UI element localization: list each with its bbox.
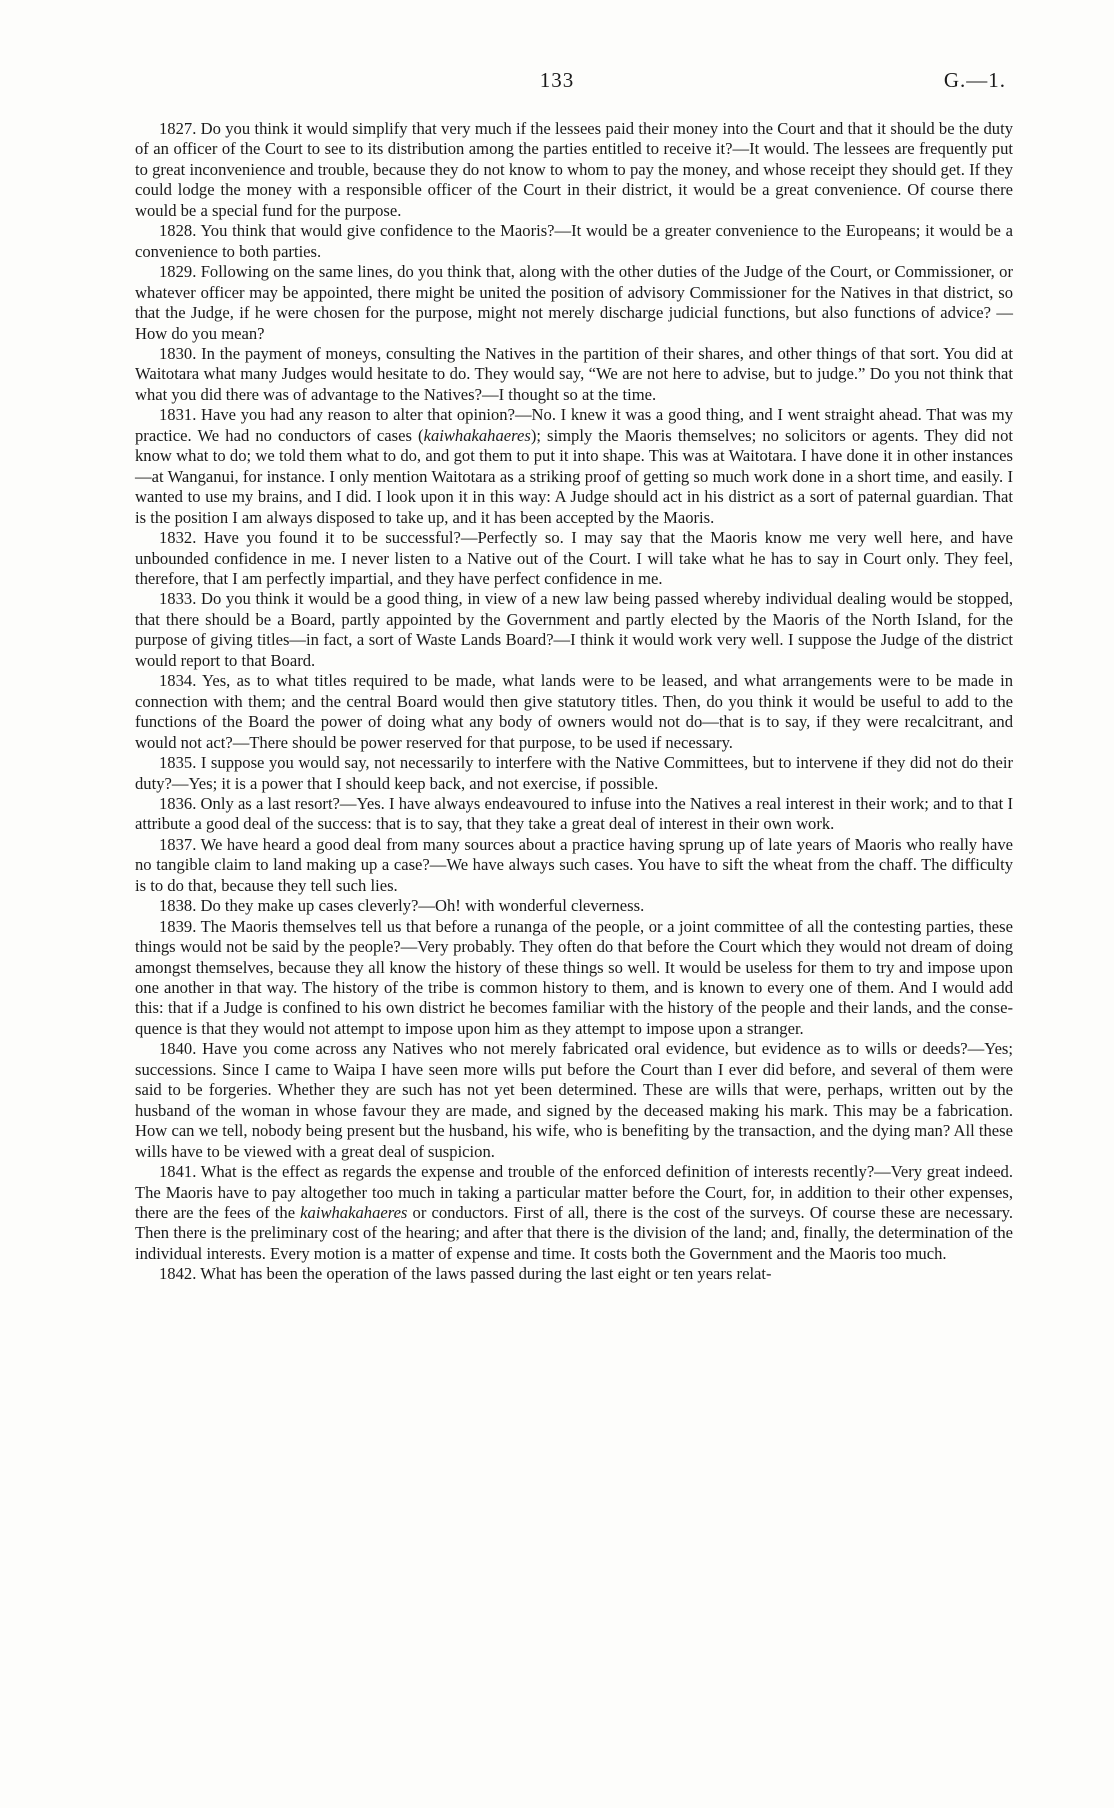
question-paragraph [135,119,1013,221]
question-text: Yes, as to what titles required to be made, what lands were to be leased, and what arrangements were to be made in connection with them; and the central Board would then give statutory titles. Then, do you think it would be useful to add to the functions of the Board the power of doing what any body of owners would not do—that is to say, if they were recalcitrant, and would not act?—There should be power reserved for that purpose, to be used if necessary. [135,671,1014,752]
body-text [135,119,1013,1285]
question-paragraph [135,753,1013,794]
question-paragraph [135,896,1013,916]
question-text: Do you think it would be a good thing, in view of a new law being passed whereby individual dealing would be stopped, that there should be a Board, partly appointed by the Government and partly elected by the Maoris of the North Island, for the purpose of giving titles—in fact, a sort of Waste Lands Board?—I think it would work very well. I suppose the Judge of the district would report to that Board. [135,589,1014,670]
question-number: 1834. [159,671,203,691]
question-number: 1829. [159,262,201,282]
question-text: Following on the same lines, do you think that, along with the other duties of the Judge of the Court, or Commissioner, or whatever officer may be appointed, there might be united the position of advisory Commissioner for the Natives in that district, so that the Judge, if he were chosen for the purpose, might not merely discharge judicial functions, but also functions of advice? —How do you mean? [135,262,1013,343]
question-paragraph [135,1039,1013,1162]
question-number: 1839. [159,916,201,936]
question-text: You think that would give confidence to the Maoris?—It would be a greater convenience to the Europeans; it would be a convenience to both parties. [135,221,1014,261]
question-number: 1830. [159,343,202,363]
question-text: The Maoris themselves tell us that before a runanga of the people, or a joint committee of all the contesting parties, these things would not be said by the people?—Very probably. They often do that before the Court which they would not dream of doing amongst themselves, because they all know the history of these things so well. It would be useless for them to try and impose upon one another in that way. The history of the tribe is common history to them, and is known to every one of them. And I would add this: that if a Judge is confined to his own district he becomes familiar with the history of the people and their lands, and the consequence is that they would not attempt to impose upon him as they attempt to impose upon a stranger. [135,916,1013,1038]
question-paragraph [135,528,1013,589]
question-text: Have you had any reason to alter that opinion?—No. I knew it was a good thing, and I went straight ahead. That was my practice. We had no conductors of cases (kaiwhakahaeres); simply the Maoris themselves; no solicitors or agents. They did not know what to do; we told them what to do, and got them to put it into shape. This was at Waitotara. I have done it in other instances—at Wanganui, for instance. I only mention Waitotara as a striking proof of getting so much work done in a short time, and easily. I wanted to use my brains, and I did. I look upon it in this way: A Judge should act in his district as a sort of paternal guardian. That is the position I am always disposed to take up, and it has been accepted by the Maoris. [135,405,1014,527]
page-number: 133 [539,68,575,92]
question-number: 1838. [159,896,201,916]
question-number: 1833. [159,589,201,609]
question-paragraph [135,1264,1013,1284]
question-number: 1840. [159,1039,203,1059]
question-number: 1841. [159,1162,201,1182]
question-paragraph [135,794,1013,835]
question-text: Have you found it to be successful?—Perfectly so. I may say that the Maoris know me very well here, and have unbounded confidence in me. I never listen to a Native out of the Court. I will take what he has to say in Court only. They feel, therefore, that I am perfectly impartial, and they have perfect confidence in me. [135,528,1014,588]
question-number: 1831. [159,405,202,425]
question-text: Have you come across any Natives who not merely fabricated oral evidence, but evidence as to wills or deeds?—Yes; successions. Since I came to Waipa I have seen more wills put before the Court than I ever did before, and several of them were said to be forgeries. Whether they are such has not yet been determined. These are wills that were, perhaps, written out by the husband of the woman in whose favour they are made, and signed by the deceased making his mark. This may be a fabrication. How can we tell, nobody being present but the husband, his wife, who is benefiting by the transaction, and the dying man? All these wills have to be viewed with a great deal of suspicion. [135,1039,1013,1161]
question-paragraph [135,1162,1013,1264]
question-number: 1836. [159,793,201,813]
question-text: We have heard a good deal from many sources about a practice having sprung up of late years of Maoris who really have no tangible claim to land making up a case?—We have always such cases. You have to sift the wheat from the chaff. The difficulty is to do that, because they tell such lies. [135,834,1013,895]
question-paragraph [135,405,1013,528]
question-number: 1828. [159,221,201,241]
question-paragraph [135,917,1013,1040]
question-text: In the payment of moneys, consulting the Natives in the partition of their shares, and other things of that sort. You did at Waitotara what many Judges would hesitate to do. They would say, “We are not here to advise, but to judge.” Do you not think that what you did there was of advantage to the Natives?—I thought so at the time. [135,343,1013,404]
question-number: 1832. [159,528,204,548]
question-text: Do you think it would simplify that very much if the lessees paid their money into the Court and that it should be the duty of an officer of the Court to see to its distribution among the parties entitled to receive it?—It would. The lessees are frequently put to great inconvenience and trouble, because they do not know to whom to pay the money, and whose receipt they should get. If they could lodge the money with a responsible officer of the Court in their district, it would be a great convenience. Of course there would be a special fund for the purpose. [135,119,1013,220]
question-text: I suppose you would say, not necessarily to interfere with the Native Committees, but to intervene if they did not do their duty?—Yes; it is a power that I should keep back, and not exercise, if possible. [135,753,1013,793]
question-paragraph [135,671,1013,753]
document-reference: G.—1. [943,68,1006,92]
question-paragraph [135,835,1013,896]
question-number: 1835. [159,753,201,773]
question-paragraph [135,344,1013,405]
question-number: 1827. [159,119,201,138]
question-number: 1842. [159,1264,201,1284]
question-text: Do they make up cases cleverly?—Oh! with wonderful cleverness. [200,896,645,916]
question-text: Only as a last resort?—Yes. I have always endeavoured to infuse into the Natives a real interest in their work; and to that I attribute a good deal of the success: that is to say, that they take a great deal of interest in their own work. [135,793,1013,834]
question-number: 1837. [159,834,201,854]
question-text: What has been the operation of the laws passed during the last eight or ten years relat- [200,1264,772,1284]
question-paragraph [135,221,1013,262]
question-paragraph [135,262,1013,344]
question-text: What is the effect as regards the expense and trouble of the enforced definition of interests recently?—Very great indeed. The Maoris have to pay altogether too much in taking a particular matter before the Court, for, in addition to their other expenses, there are the fees of the kaiwhakahaeres or conductors. First of all, there is the cost of the surveys. Of course these are necessary. Then there is the preliminary cost of the hearing; and after that there is the division of the land; and, finally, the determination of the individual interests. Every motion is a matter of expense and time. It costs both the Government and the Maoris too much. [135,1162,1014,1263]
question-paragraph [135,589,1013,671]
